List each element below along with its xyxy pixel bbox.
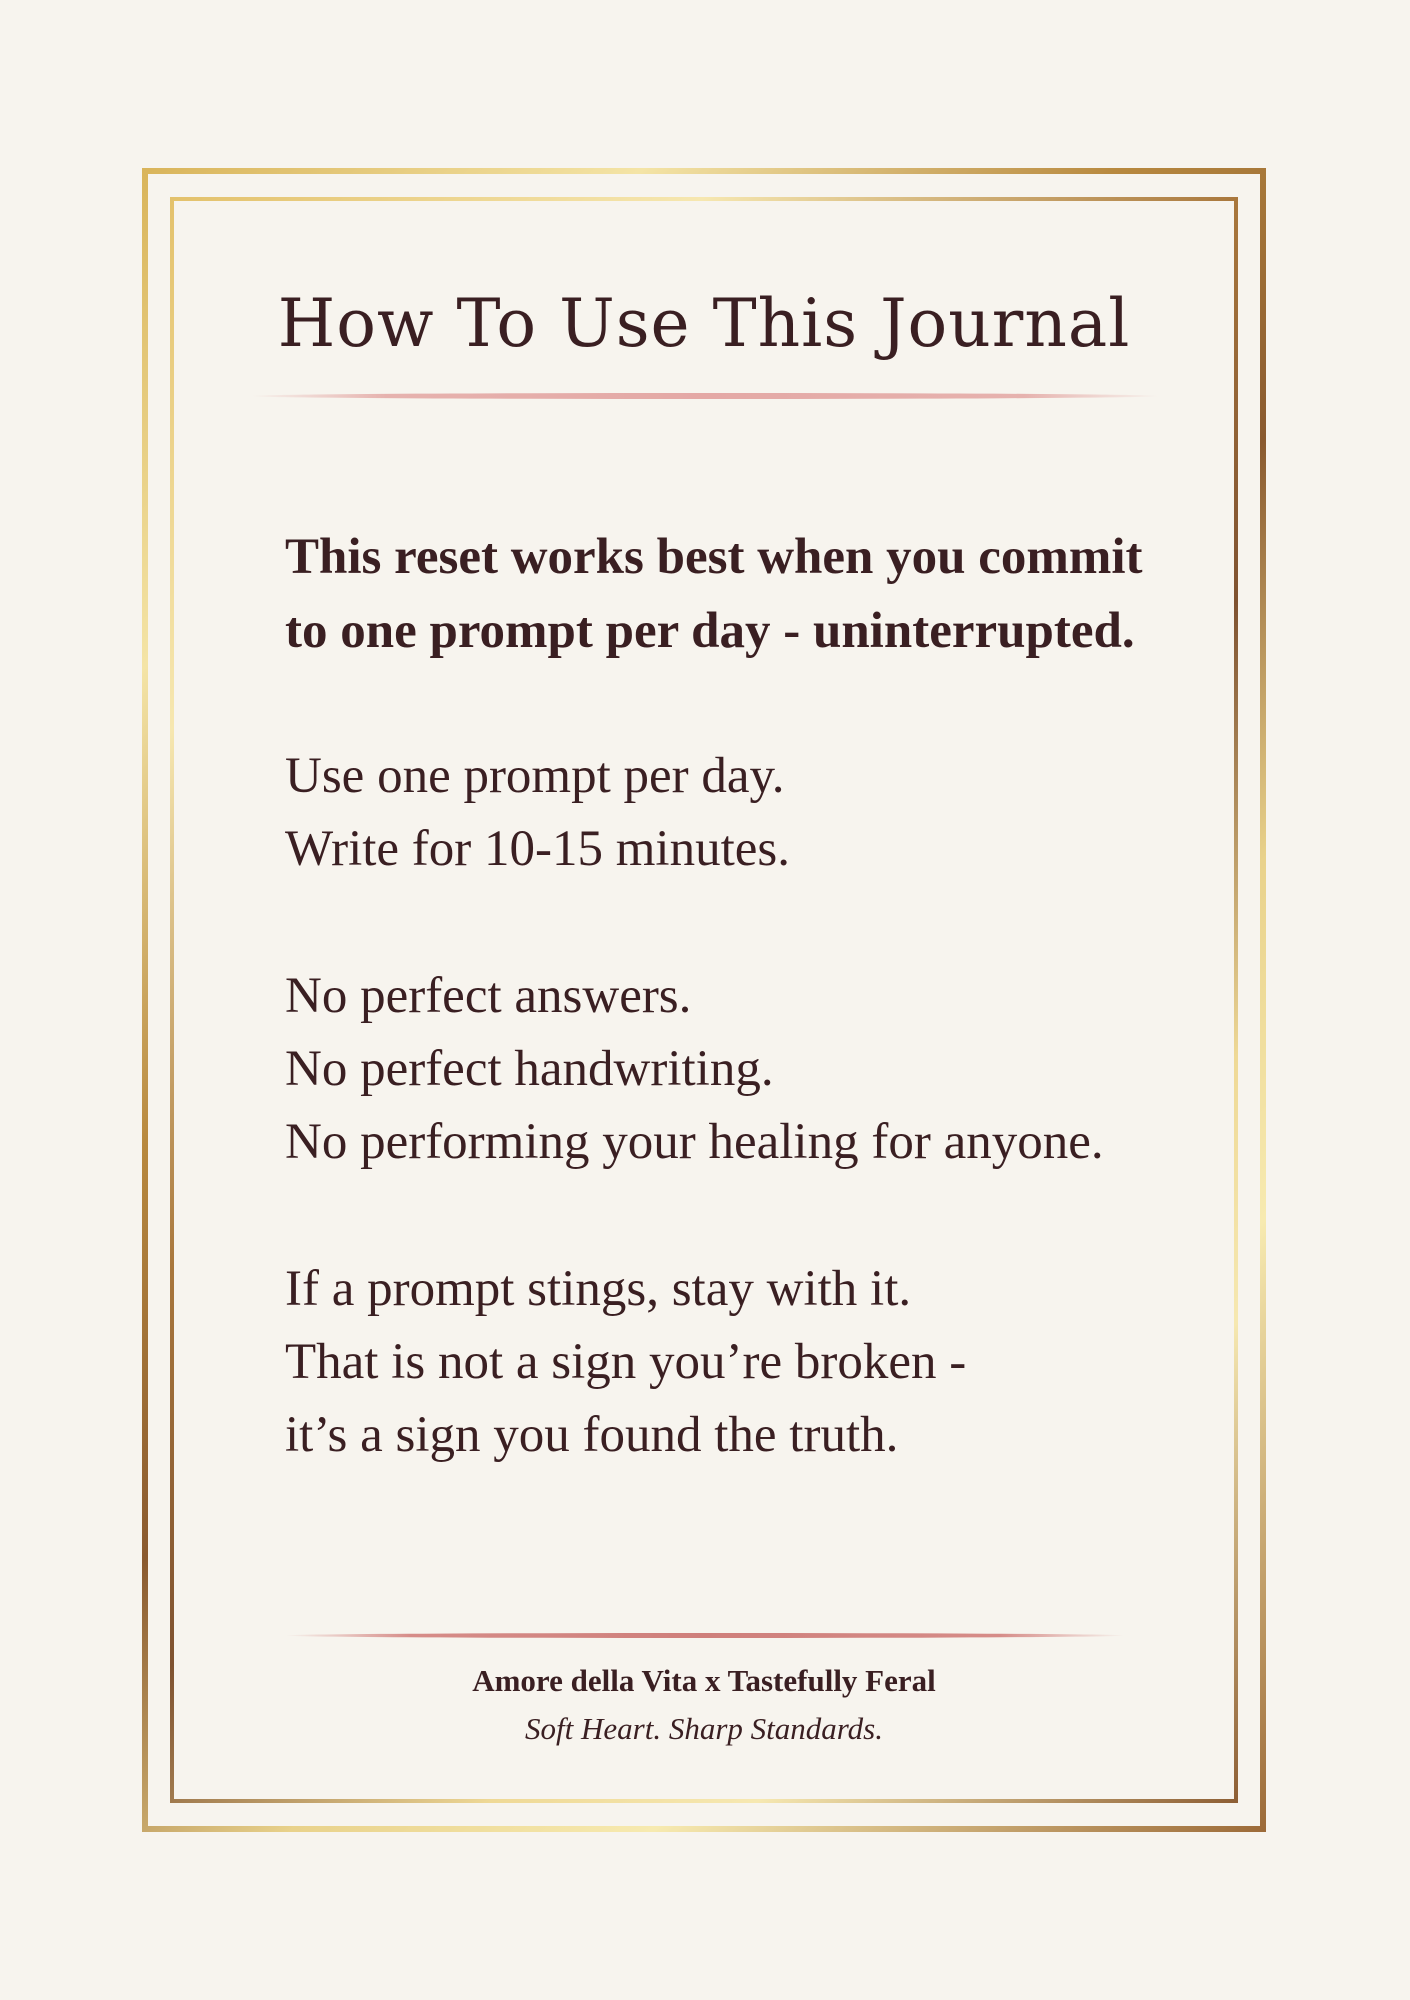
footer-divider bbox=[285, 1633, 1125, 1638]
instruction-line: Use one prompt per day. bbox=[285, 748, 785, 804]
intro-line: to one prompt per day - uninterrupted. bbox=[285, 603, 1135, 659]
page-title: How To Use This Journal bbox=[277, 285, 1131, 362]
intro-line: This reset works best when you commit bbox=[285, 529, 1143, 585]
title-divider bbox=[250, 393, 1160, 399]
instruction-line: Write for 10-15 minutes. bbox=[285, 821, 790, 877]
instructions-paragraph bbox=[285, 740, 1185, 886]
permissions-paragraph bbox=[285, 960, 1185, 1179]
permission-line: No performing your healing for anyone. bbox=[285, 1114, 1104, 1170]
intro-statement bbox=[285, 520, 1185, 668]
footer-tagline: Soft Heart. Sharp Standards. bbox=[525, 1711, 883, 1746]
encouragement-line: it’s a sign you found the truth. bbox=[285, 1407, 899, 1463]
encouragement-line: That is not a sign you’re broken - bbox=[285, 1334, 967, 1390]
permission-line: No perfect answers. bbox=[285, 968, 692, 1024]
encouragement-line: If a prompt stings, stay with it. bbox=[285, 1261, 912, 1317]
permission-line: No perfect handwriting. bbox=[285, 1041, 774, 1097]
footer-brand: Amore della Vita x Tastefully Feral bbox=[472, 1663, 936, 1698]
journal-instructions bbox=[285, 520, 1185, 1472]
encouragement-paragraph bbox=[285, 1253, 1185, 1472]
